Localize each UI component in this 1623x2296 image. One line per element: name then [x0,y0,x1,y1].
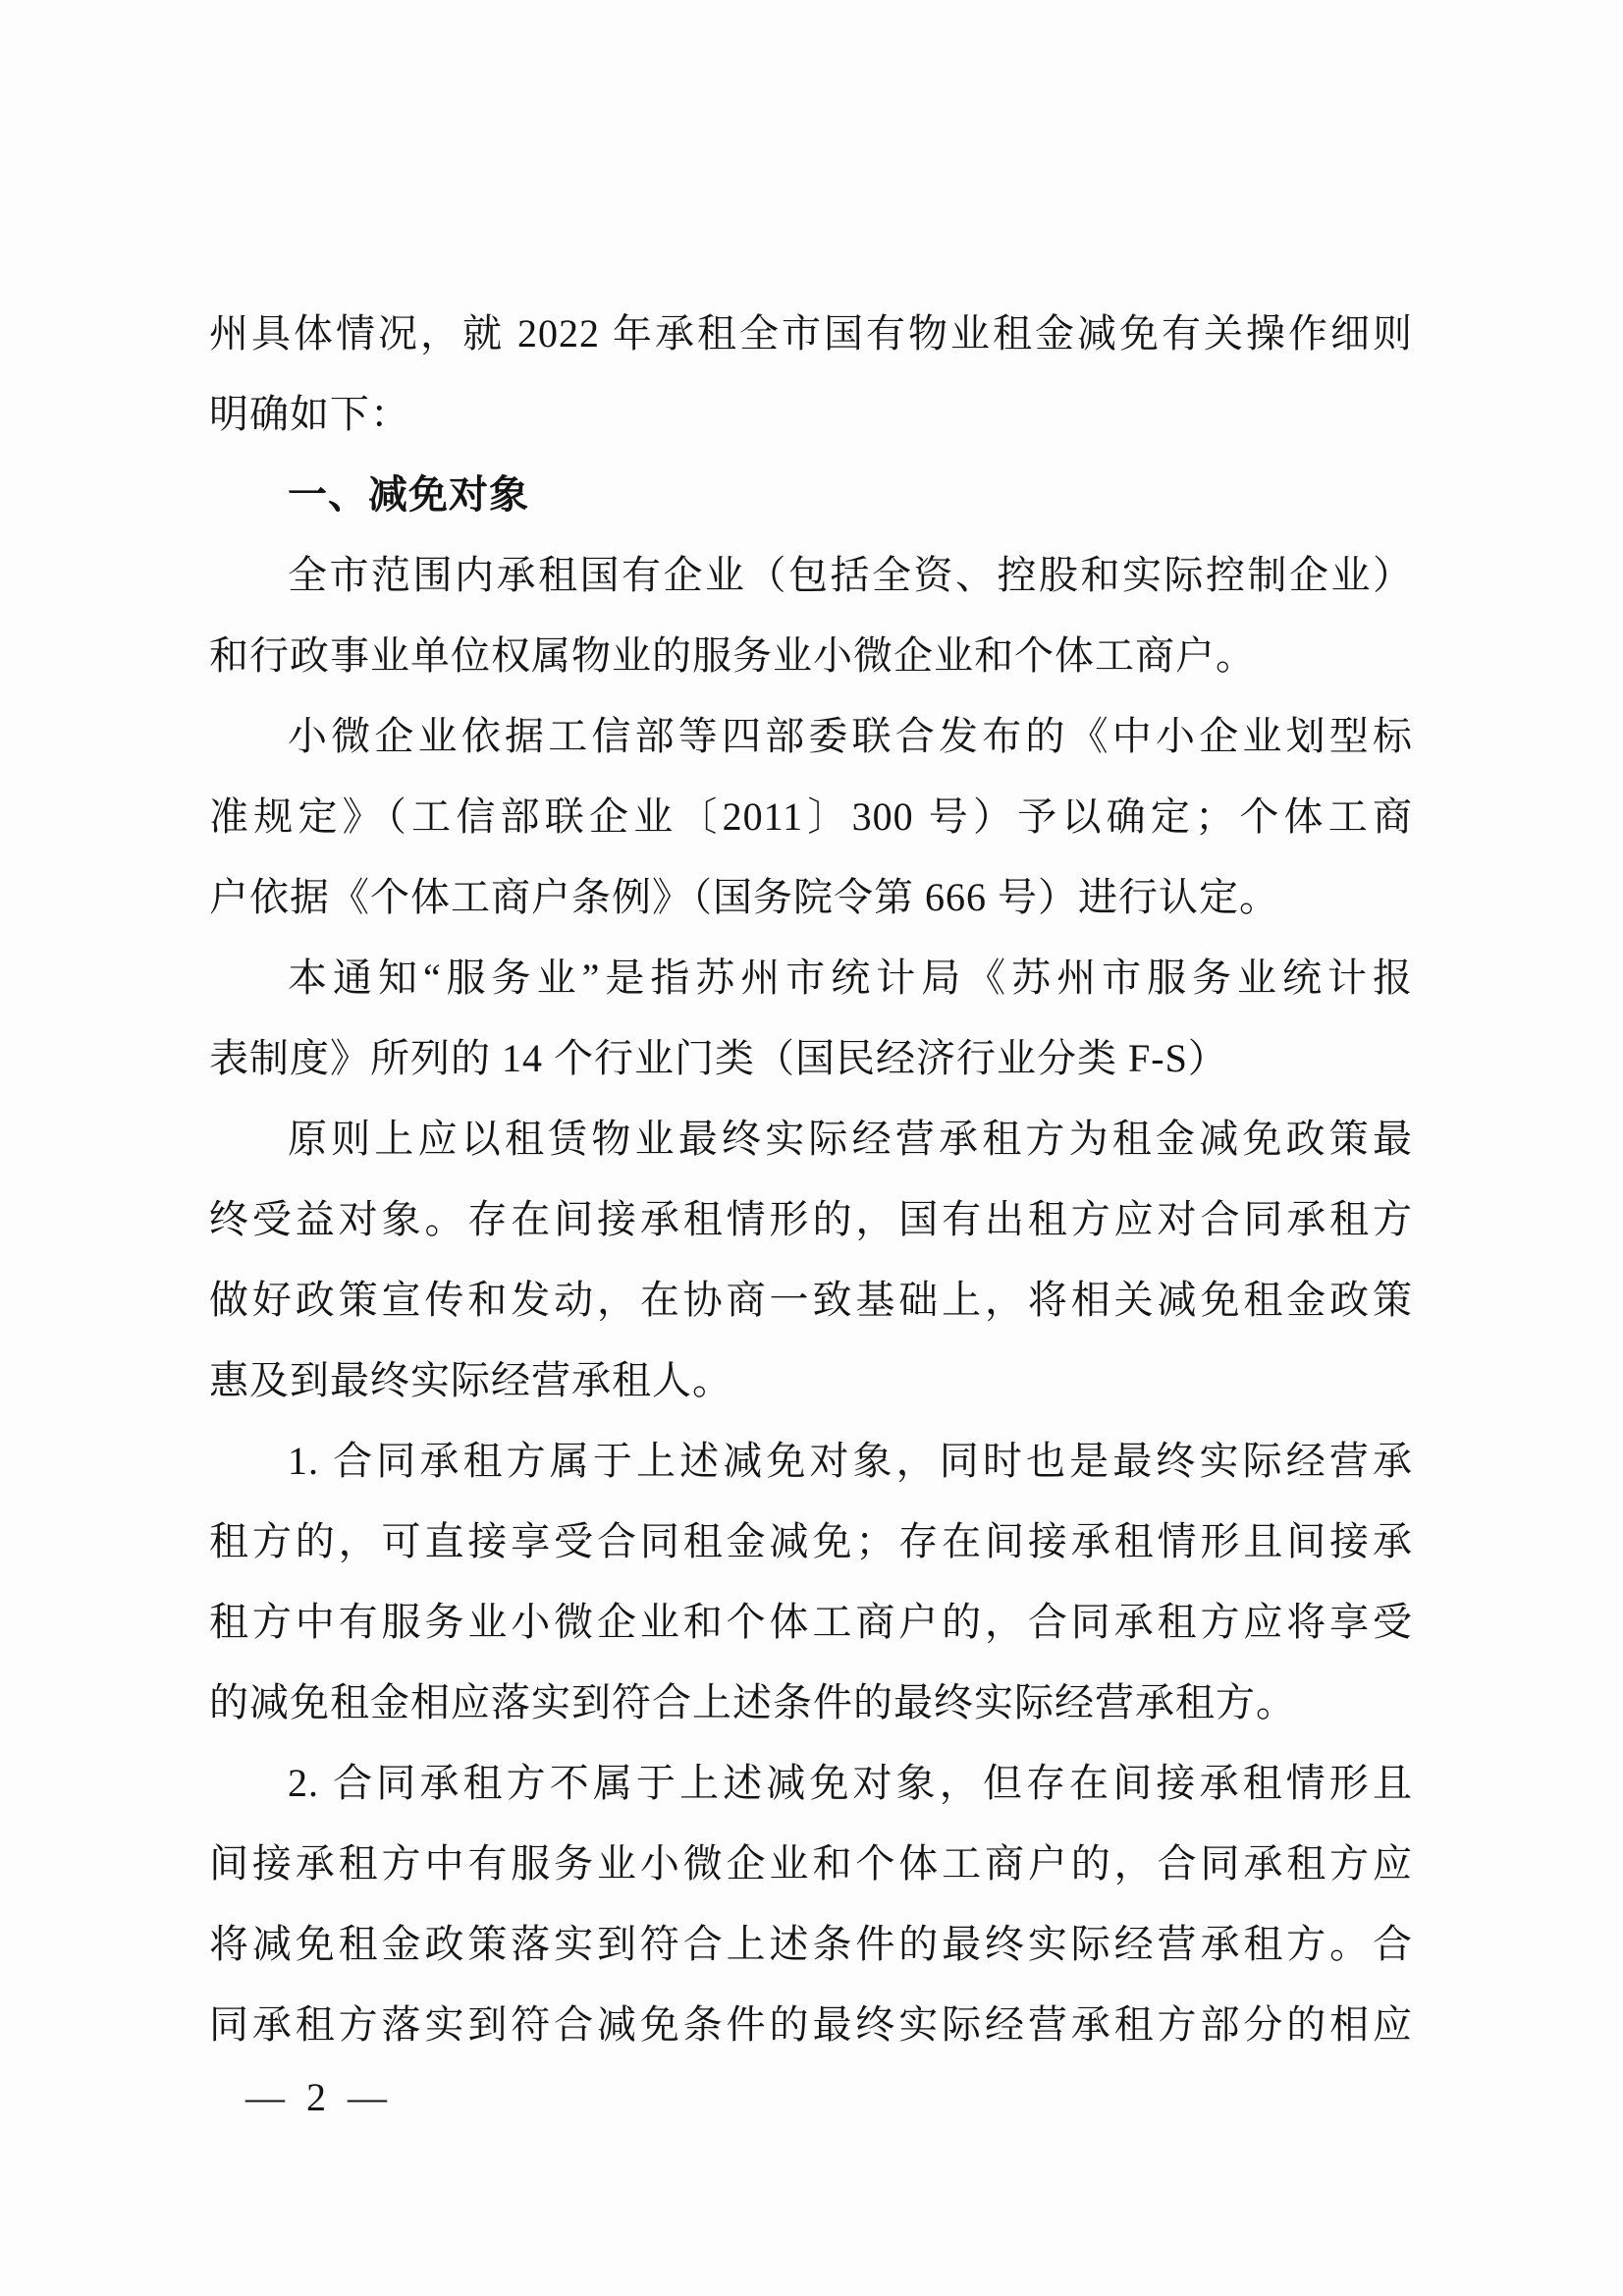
section-heading-1: 一、减免对象 [288,473,529,517]
text-line: 1. 合同承租方属于上述减免对象，同时也是最终实际经营承 [288,1439,1413,1483]
text-line: 2. 合同承租方不属于上述减免对象，但存在间接承租情形且 [288,1761,1413,1805]
text-line: 将减免租金政策落实到符合上述条件的最终实际经营承租方。合 [209,1922,1413,1966]
text-line: 明确如下： [209,392,410,436]
text-line: 和行政事业单位权属物业的服务业小微企业和个体工商户。 [209,633,1256,678]
document-body [209,294,1413,2065]
text-line: 原则上应以租赁物业最终实际经营承租方为租金减免政策最 [288,1117,1413,1161]
text-line: 表制度》所列的 14 个行业门类（国民经济行业分类 F-S） [209,1036,1228,1080]
text-line: 全市范围内承租国有企业（包括全资、控股和实际控制企业） [288,553,1413,597]
text-line: 惠及到最终实际经营承租人。 [209,1358,732,1402]
text-line: 租方中有服务业小微企业和个体工商户的，合同承租方应将享受 [209,1600,1413,1644]
text-line: 同承租方落实到符合减免条件的最终实际经营承租方部分的相应 [209,2002,1413,2047]
text-line: 准规定》（工信部联企业〔2011〕300 号）予以确定；个体工商 [209,794,1413,839]
text-line: 的减免租金相应落实到符合上述条件的最终实际经营承租方。 [209,1680,1296,1724]
text-line: 小微企业依据工信部等四部委联合发布的《中小企业划型标 [288,714,1413,758]
text-line: 间接承租方中有服务业小微企业和个体工商户的，合同承租方应 [209,1841,1413,1886]
text-line: 州具体情况，就 2022 年承租全市国有物业租金减免有关操作细则 [209,311,1413,355]
page-number: — 2 — [245,2075,393,2119]
text-line: 终受益对象。存在间接承租情形的，国有出租方应对合同承租方 [209,1197,1413,1241]
text-line: 本通知“服务业”是指苏州市统计局《苏州市服务业统计报 [288,956,1413,1000]
text-line: 租方的，可直接享受合同租金减免；存在间接承租情形且间接承 [209,1519,1413,1563]
text-line: 做好政策宣传和发动，在协商一致基础上，将相关减免租金政策 [209,1278,1413,1322]
text-line: 户依据《个体工商户条例》（国务院令第 666 号）进行认定。 [209,875,1279,919]
